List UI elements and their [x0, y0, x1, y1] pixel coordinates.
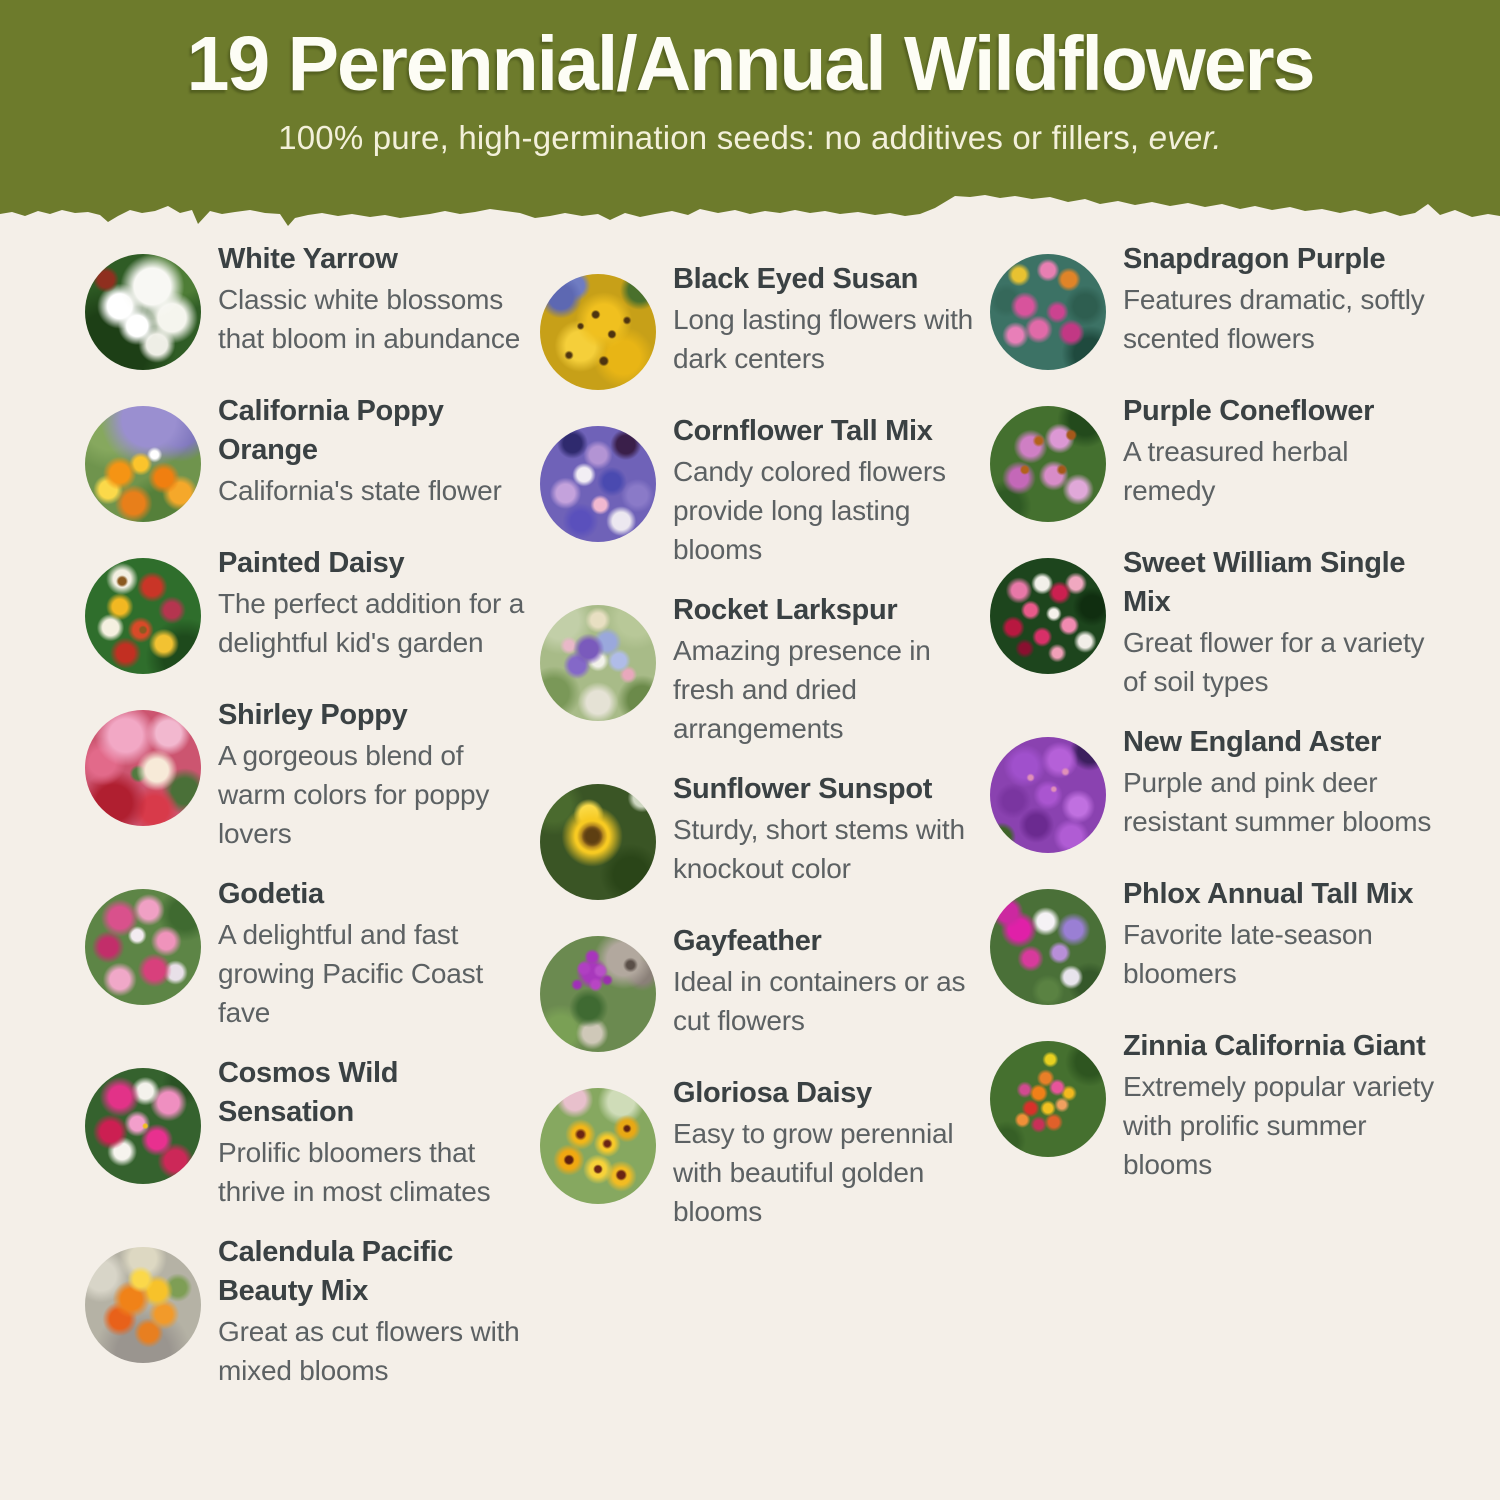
- entry-gayfeather: [540, 922, 995, 1052]
- flower-name: White Yarrow: [218, 243, 398, 275]
- flower-description: Great flower for a variety of soil types: [1123, 627, 1425, 697]
- flower-name: New England Aster: [1123, 726, 1382, 758]
- flower-name: Sweet William Single Mix: [1123, 547, 1406, 618]
- flower-description: Amazing presence in fresh and dried arrangements: [673, 635, 931, 744]
- flower-name: Painted Daisy: [218, 547, 405, 579]
- flower-photo: [85, 406, 201, 522]
- flower-name: Phlox Annual Tall Mix: [1123, 878, 1414, 910]
- flower-name: Gayfeather: [673, 925, 822, 957]
- header-banner: [0, 0, 1500, 180]
- torn-paper-edge: [0, 180, 1500, 240]
- flower-name: Gloriosa Daisy: [673, 1077, 872, 1109]
- entry-zinnia-california-giant: [990, 1027, 1445, 1184]
- flower-description: Features dramatic, softly scented flowers: [1123, 284, 1425, 354]
- flower-description: Extremely popular variety with prolific summer blooms: [1123, 1071, 1434, 1180]
- flower-description: Great as cut flowers with mixed blooms: [218, 1316, 520, 1386]
- flower-description: Favorite late-season bloomers: [1123, 919, 1373, 989]
- flower-photo: [85, 1068, 201, 1184]
- flower-description: Candy colored flowers provide long lasting blooms: [673, 456, 946, 565]
- flower-description: Sturdy, short stems with knockout color: [673, 814, 965, 884]
- entry-white-yarrow: [85, 240, 540, 370]
- entry-black-eyed-susan: [540, 260, 995, 390]
- entry-sunflower-sunspot: [540, 770, 995, 900]
- entry-godetia: [85, 875, 540, 1032]
- entry-calendula-pacific-beauty-mix: [85, 1233, 540, 1390]
- flower-name: California Poppy Orange: [218, 395, 444, 466]
- subtitle-emphasis: ever.: [1148, 119, 1222, 156]
- flower-photo: [85, 1247, 201, 1363]
- page-title: 19 Perennial/Annual Wildflowers: [186, 21, 1314, 107]
- flower-name: Zinnia California Giant: [1123, 1030, 1426, 1062]
- entry-purple-coneflower: [990, 392, 1445, 522]
- flower-name: Rocket Larkspur: [673, 594, 898, 626]
- entry-gloriosa-daisy: [540, 1074, 995, 1231]
- subtitle-text: 100% pure, high-germination seeds: no additives or fillers,: [278, 119, 1149, 156]
- entry-california-poppy-orange: [85, 392, 540, 522]
- flower-description: The perfect addition for a delightful kid's garden: [218, 588, 525, 658]
- flower-photo: [540, 1088, 656, 1204]
- entry-new-england-aster: [990, 723, 1445, 853]
- flower-name: Shirley Poppy: [218, 699, 408, 731]
- flower-description: Prolific bloomers that thrive in most climates: [218, 1137, 491, 1207]
- flower-name: Purple Coneflower: [1123, 395, 1375, 427]
- flower-name: Cosmos Wild Sensation: [218, 1057, 399, 1128]
- flower-description: Classic white blossoms that bloom in abundance: [218, 284, 521, 354]
- flower-name: Sunflower Sunspot: [673, 773, 933, 805]
- flower-photo: [990, 737, 1106, 853]
- flower-photo: [990, 889, 1106, 1005]
- flower-description: Purple and pink deer resistant summer blooms: [1123, 767, 1432, 837]
- entry-rocket-larkspur: [540, 591, 995, 748]
- flower-photo: [85, 558, 201, 674]
- entry-shirley-poppy: [85, 696, 540, 853]
- flower-photo: [540, 274, 656, 390]
- flower-description: A treasured herbal remedy: [1123, 436, 1349, 506]
- entry-cosmos-wild-sensation: [85, 1054, 540, 1211]
- flower-photo: [540, 605, 656, 721]
- flower-column-1: [85, 240, 540, 1412]
- flower-column-2: [540, 240, 995, 1253]
- entry-painted-daisy: [85, 544, 540, 674]
- flower-photo: [85, 710, 201, 826]
- flower-photo: [85, 889, 201, 1005]
- flower-name: Calendula Pacific Beauty Mix: [218, 1236, 454, 1307]
- flower-photo: [990, 558, 1106, 674]
- flower-photo: [540, 426, 656, 542]
- flower-description: A delightful and fast growing Pacific Coast fave: [218, 919, 484, 1028]
- flower-description: California's state flower: [218, 475, 502, 506]
- flower-name: Black Eyed Susan: [673, 263, 919, 295]
- flower-photo: [990, 1041, 1106, 1157]
- flower-description: Easy to grow perennial with beautiful golden blooms: [673, 1118, 954, 1227]
- flower-photo: [540, 936, 656, 1052]
- page-subtitle: [0, 119, 1500, 157]
- entry-phlox-annual-tall-mix: [990, 875, 1445, 1005]
- flower-photo: [990, 254, 1106, 370]
- entry-cornflower-tall-mix: [540, 412, 995, 569]
- flower-column-3: [990, 240, 1445, 1206]
- flower-photo: [85, 254, 201, 370]
- entry-sweet-william-single-mix: [990, 544, 1445, 701]
- flower-name: Godetia: [218, 878, 324, 910]
- entry-snapdragon-purple: [990, 240, 1445, 370]
- flower-description: Long lasting flowers with dark centers: [673, 304, 974, 374]
- flower-name: Snapdragon Purple: [1123, 243, 1386, 275]
- flower-name: Cornflower Tall Mix: [673, 415, 933, 447]
- flower-photo: [540, 784, 656, 900]
- flower-photo: [990, 406, 1106, 522]
- flower-description: A gorgeous blend of warm colors for poppy lovers: [218, 740, 490, 849]
- flower-description: Ideal in containers or as cut flowers: [673, 966, 966, 1036]
